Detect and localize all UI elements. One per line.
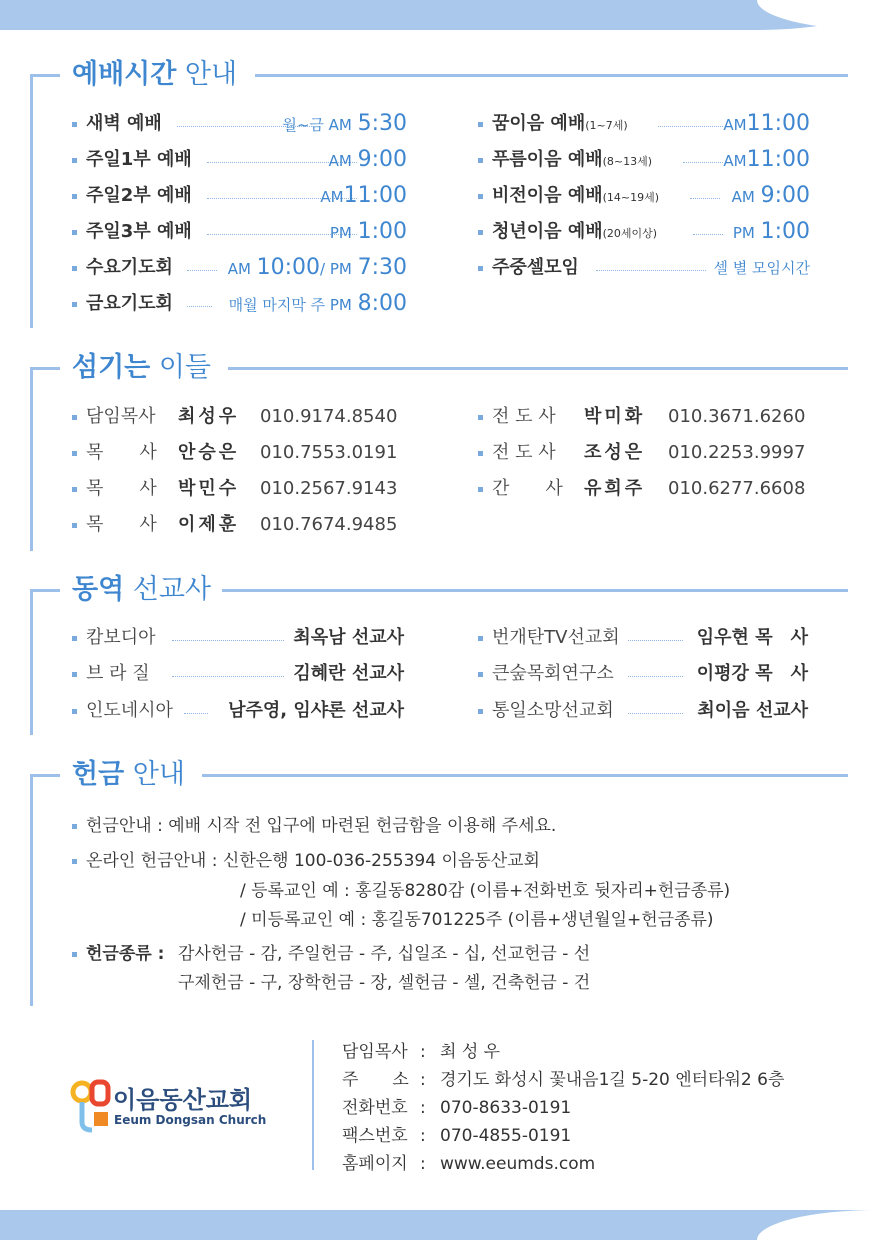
top-band [0, 0, 877, 30]
online-offering-line: 온라인 헌금안내 : 신한은행 100-036-255394 이음동산교회 [86, 851, 540, 871]
list-item: 꿈이음 예배(1~7세) AM11:00 [478, 111, 810, 137]
list-item: 통일소망선교회 최이음 선교사 [478, 698, 808, 724]
section-title-offering: 헌금 안내 [72, 759, 185, 790]
list-item: 목 사 박민수 010.2567.9143 [72, 476, 432, 502]
list-item: 푸름이음 예배(8~13세) AM11:00 [478, 147, 810, 173]
list-item: 전 도 사 조성은 010.2253.9997 [478, 440, 838, 466]
footer-divider [312, 1040, 314, 1170]
list-item: 간 사 유희주 010.6277.6608 [478, 476, 838, 502]
list-item: 큰숲목회연구소 이평강 목 사 [478, 661, 808, 687]
section-title-missions: 동역 선교사 [72, 574, 212, 605]
offering-kinds-line: 감사헌금 - 감, 주일헌금 - 주, 십일조 - 십, 선교헌금 - 선 [178, 944, 591, 964]
list-item: 새벽 예배 월~금 AM 5:30 [72, 111, 407, 137]
list-item: 금요기도회 매월 마지막 주 PM 8:00 [72, 291, 407, 317]
list-item: 캄보디아 최옥남 선교사 [72, 625, 404, 651]
section-title-servers: 섬기는 이들 [72, 352, 212, 383]
bottom-band [0, 1210, 877, 1240]
list-item: 주중셀모임 셀 별 모임시간 [478, 255, 810, 281]
list-item: 수요기도회 AM 10:00/ PM 7:30 [72, 255, 407, 281]
section-title-worship: 예배시간 안내 [72, 59, 238, 90]
list-item: 주일1부 예배 AM 9:00 [72, 147, 407, 173]
worship-section [30, 58, 848, 328]
offering-line: 헌금안내 : 예배 시작 전 입구에 마련된 헌금함을 이용해 주세요. [86, 816, 557, 836]
offering-kinds-line: 구제헌금 - 구, 장학헌금 - 장, 셀헌금 - 셀, 건축헌금 - 건 [178, 973, 591, 993]
list-item: 청년이음 예배(20세이상) PM 1:00 [478, 219, 810, 245]
info-row: 전화번호 : 070-8633-0191 [342, 1098, 572, 1118]
info-row: 담임목사 : 최 성 우 [342, 1042, 501, 1062]
info-row: 팩스번호 : 070-4855-0191 [342, 1126, 572, 1146]
list-item: 번개탄TV선교회 임우현 목 사 [478, 625, 808, 651]
logo-mark-icon [70, 1078, 112, 1134]
offering-kinds-label: 헌금종류 : [86, 944, 165, 964]
church-name: 이음동산교회 [113, 1086, 253, 1114]
offering-section [30, 758, 848, 1006]
list-item: 주일3부 예배 PM 1:00 [72, 219, 407, 245]
list-item: 담임목사 최성우 010.9174.8540 [72, 404, 432, 430]
servers-section [30, 351, 848, 551]
list-item: 비전이음 예배(14~19세) AM 9:00 [478, 183, 810, 209]
list-item: 전 도 사 박미화 010.3671.6260 [478, 404, 838, 430]
homepage-link[interactable]: 홈페이지 : www.eeumds.com [342, 1154, 596, 1174]
church-name-en: Eeum Dongsan Church [114, 1113, 267, 1127]
church-logo [70, 1078, 300, 1138]
info-row: 주 소 : 경기도 화성시 꽃내음1길 5-20 엔터타워2 6층 [342, 1070, 785, 1090]
list-item: 인도네시아 남주영, 임샤론 선교사 [72, 698, 404, 724]
list-item: 목 사 이제훈 010.7674.9485 [72, 512, 432, 538]
missions-section [30, 573, 848, 735]
registered-example: / 등록교인 예 : 홍길동8280감 (이름+전화번호 뒷자리+헌금종류) [240, 881, 731, 901]
list-item: 주일2부 예배 AM11:00 [72, 183, 407, 209]
list-item: 목 사 안승은 010.7553.0191 [72, 440, 432, 466]
list-item: 브 라 질 김혜란 선교사 [72, 661, 404, 687]
unregistered-example: / 미등록교인 예 : 홍길동701225주 (이름+생년월일+헌금종류) [240, 910, 714, 930]
